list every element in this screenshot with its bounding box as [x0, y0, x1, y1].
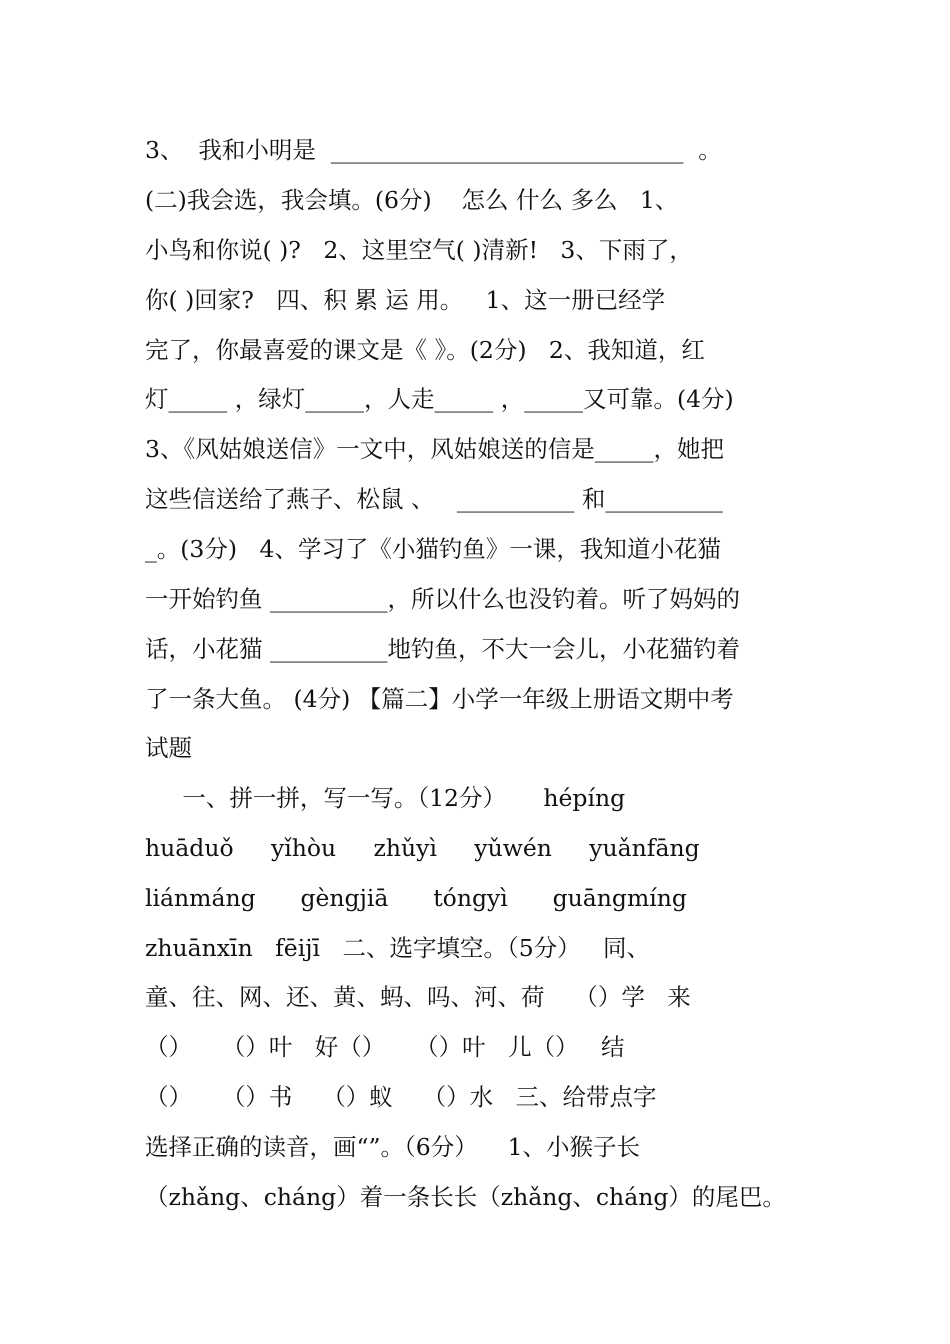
- text-line-17: zhuānxīn fēijī 二、选字填空。（5分） 同、: [145, 934, 651, 962]
- text-line-12: 了一条大鱼。 (4分) 【篇二】小学一年级上册语文期中考: [145, 685, 734, 713]
- text-line-7: 3、《风姑娘送信》一文中，风姑娘送的信是_____，她把: [145, 435, 724, 463]
- text-line-15: huāduǒ yǐhòu zhǔyì yǔwén yuǎnfāng: [145, 834, 700, 862]
- text-line-16: liánmáng gèngjiā tóngyì guāngmíng: [145, 884, 687, 912]
- text-line-14: 一、拼一拼，写一写。（12分） hépíng: [145, 784, 626, 812]
- text-line-22: （zhǎng、cháng）着一条长长（zhǎng、cháng）的尾巴。: [145, 1183, 786, 1211]
- text-line-4: 你( )回家? 四、积 累 运 用。 1、这一册已经学: [145, 286, 666, 314]
- text-line-19: （） （）叶 好（） （）叶 儿（） 结: [145, 1033, 625, 1061]
- text-line-20: （） （）书 （）蚁 （）水 三、给带点字: [145, 1083, 657, 1111]
- text-line-5: 完了，你最喜爱的课文是《 》。(2分) 2、我知道，红: [145, 336, 705, 364]
- text-line-11: 话，小花猫 __________地钓鱼，不大一会儿，小花猫钓着: [145, 635, 740, 663]
- text-line-18: 童、往、网、还、黄、蚂、吗、河、荷 （）学 来: [145, 983, 691, 1011]
- text-line-8: 这些信送给了燕子、松鼠 、 __________ 和__________: [145, 485, 723, 513]
- text-line-6: 灯_____ ，绿灯_____，人走_____ ，_____又可靠。(4分): [145, 385, 734, 413]
- text-line-10: 一开始钓鱼 __________，所以什么也没钓着。听了妈妈的: [145, 585, 740, 613]
- text-line-9: _。(3分) 4、学习了《小猫钓鱼》一课，我知道小花猫: [145, 535, 721, 563]
- text-line-1: 3、 我和小明是 ______________________________ 。: [145, 136, 722, 164]
- text-line-3: 小鸟和你说( )? 2、这里空气( )清新! 3、下雨了，: [145, 236, 693, 264]
- text-line-2: (二)我会选，我会填。(6分) 怎么 什么 多么 1、: [145, 186, 679, 214]
- text-line-21: 选择正确的读音，画“”。（6分） 1、小猴子长: [145, 1133, 641, 1161]
- text-line-13: 试题: [145, 734, 192, 762]
